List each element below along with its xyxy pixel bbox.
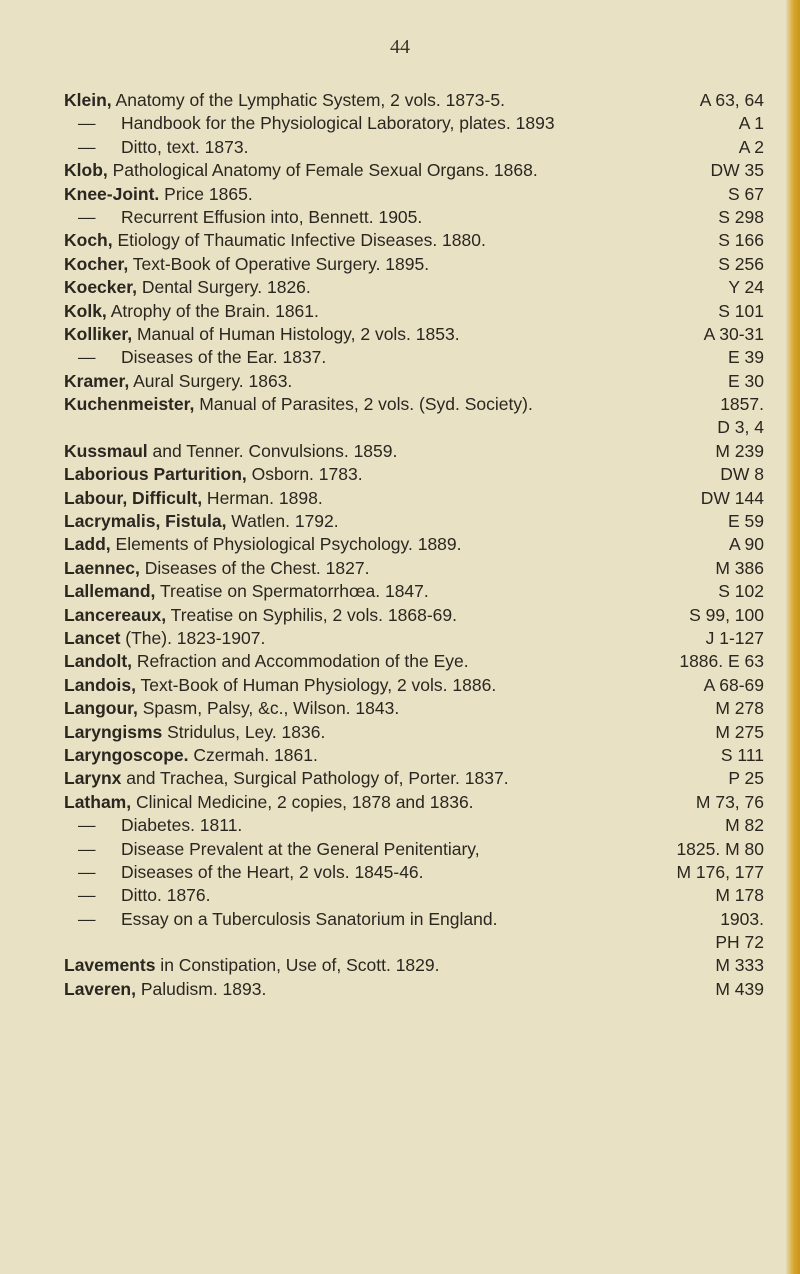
shelf-reference: PH 72 [715, 932, 764, 953]
index-entry [64, 767, 764, 790]
entry-text: Clinical Medicine, 2 copies, 1878 and 1836. [131, 791, 474, 812]
ditto-dash: — [78, 908, 96, 929]
index-entry [64, 346, 764, 369]
entry-title [64, 393, 533, 416]
index-entry [64, 978, 764, 1001]
entry-text: and Tenner. Convulsions. 1859. [147, 440, 398, 461]
index-entry [64, 533, 764, 556]
entry-text: Diseases of the Ear. 1837. [121, 347, 327, 368]
entry-heading: Kuchenmeister, [64, 394, 195, 415]
entry-text: Herman. 1898. [202, 487, 323, 508]
entry-text: Treatise on Syphilis, 2 vols. 1868-69. [166, 604, 457, 625]
entry-heading: Koecker, [64, 277, 137, 298]
entry-text: Osborn. 1783. [246, 464, 363, 485]
entry-heading: Laryngoscope. [64, 744, 189, 765]
ditto-dash: — [78, 113, 96, 134]
entry-title [64, 767, 509, 790]
entry-text: Etiology of Thaumatic Infective Diseases. 1880. [112, 230, 486, 251]
index-entry [64, 744, 764, 767]
entry-text: Anatomy of the Lymphatic System, 2 vols. 1873-5. [111, 90, 505, 110]
entry-title [64, 159, 538, 182]
index-entry [64, 814, 764, 837]
entry-text: Atrophy of the Brain. 1861. [106, 300, 319, 321]
entry-title [64, 721, 325, 744]
index-entry [64, 721, 764, 744]
index-entry [64, 229, 764, 252]
index-entry [64, 908, 764, 931]
entry-title [64, 510, 339, 533]
entry-text: Treatise on Spermatorrhœa. 1847. [155, 581, 429, 602]
shelf-reference: E 59 [728, 511, 764, 532]
entry-text: in Constipation, Use of, Scott. 1829. [155, 955, 440, 976]
index-entry [64, 580, 764, 603]
entry-text: Diabetes. 1811. [121, 815, 243, 836]
index-entry [64, 323, 764, 346]
shelf-reference: S 102 [718, 581, 764, 602]
index-entry [64, 416, 764, 439]
index-entry [64, 159, 764, 182]
shelf-reference: A 63, 64 [699, 90, 764, 110]
entry-text: Elements of Physiological Psychology. 1889. [110, 534, 462, 555]
entry-title [64, 697, 399, 720]
entry-title [78, 112, 555, 135]
entry-title [64, 557, 369, 580]
shelf-reference: DW 8 [720, 464, 764, 485]
entry-title [78, 136, 248, 159]
ditto-dash: — [78, 815, 96, 836]
entry-title [78, 861, 424, 884]
entry-heading: Lancereaux, [64, 604, 167, 625]
entry-title [78, 884, 211, 907]
shelf-reference: M 239 [715, 440, 764, 461]
entry-title [64, 604, 457, 627]
shelf-reference: Y 24 [728, 277, 764, 298]
index-entry [64, 884, 764, 907]
ditto-dash: — [78, 136, 96, 157]
entry-heading: Kramer, [64, 370, 130, 391]
entry-title [64, 183, 253, 206]
entry-text: Diseases of the Chest. 1827. [139, 557, 370, 578]
shelf-reference: M 176, 177 [676, 861, 764, 882]
entry-title [64, 276, 311, 299]
entry-heading: Laryngisms [64, 721, 163, 742]
entry-text: Recurrent Effusion into, Bennett. 1905. [121, 206, 423, 227]
entry-title [64, 791, 474, 814]
shelf-reference: M 333 [715, 955, 764, 976]
entry-text: Aural Surgery. 1863. [129, 370, 293, 391]
shelf-reference: A 68-69 [703, 674, 764, 695]
entry-text: and Trachea, Surgical Pathology of, Porter. 1837. [121, 768, 509, 789]
entry-heading: Lallemand, [64, 581, 156, 602]
index-entry [64, 954, 764, 977]
entry-heading: Larynx [64, 768, 122, 789]
index-entry [64, 253, 764, 276]
shelf-reference: M 386 [715, 557, 764, 578]
index-entry [64, 861, 764, 884]
entry-title [78, 346, 326, 369]
entry-text: Manual of Human Histology, 2 vols. 1853. [132, 323, 460, 344]
entry-text: Spasm, Palsy, &c., Wilson. 1843. [137, 698, 400, 719]
entry-heading: Koch, [64, 230, 113, 251]
entry-heading: Lavements [64, 955, 156, 976]
entry-heading: Laennec, [64, 557, 140, 578]
entry-title [64, 487, 323, 510]
shelf-reference: S 166 [718, 230, 764, 251]
entry-heading: Landolt, [64, 651, 133, 672]
entry-heading: Kocher, [64, 253, 129, 274]
entry-heading: Laborious Parturition, [64, 464, 247, 485]
entry-text: Dental Surgery. 1826. [136, 277, 311, 298]
entry-heading: Lancet [64, 627, 121, 648]
entry-title [64, 300, 319, 323]
entry-title [64, 89, 505, 112]
entry-text: Watlen. 1792. [226, 511, 339, 532]
entry-title [64, 580, 429, 603]
shelf-reference: S 256 [718, 253, 764, 274]
index-entry [64, 370, 764, 393]
entry-title [64, 674, 496, 697]
entry-text: Handbook for the Physiological Laboratory, plates. 1893 [121, 113, 555, 134]
index-entry [64, 276, 764, 299]
shelf-reference: A 2 [738, 136, 764, 157]
entry-title [64, 440, 397, 463]
entry-title [64, 978, 266, 1001]
index-list [64, 89, 764, 1001]
index-entry [64, 300, 764, 323]
entry-title [64, 533, 462, 556]
entry-title [78, 814, 242, 837]
index-entry [64, 183, 764, 206]
shelf-reference: S 101 [718, 300, 764, 321]
entry-title [64, 744, 318, 767]
entry-text: Pathological Anatomy of Female Sexual Organs. 1868. [107, 160, 538, 181]
shelf-reference: E 30 [728, 370, 764, 391]
entry-heading: Lacrymalis, Fistula, [64, 511, 227, 532]
index-entry [64, 931, 764, 954]
shelf-reference: M 275 [715, 721, 764, 742]
index-entry [64, 440, 764, 463]
entry-text: Essay on a Tuberculosis Sanatorium in England. [121, 908, 498, 929]
page-edge [786, 0, 800, 1274]
index-entry [64, 838, 764, 861]
shelf-reference: DW 144 [700, 487, 764, 508]
shelf-reference: 1825. M 80 [676, 838, 764, 859]
entry-title [64, 954, 440, 977]
shelf-reference: D 3, 4 [717, 417, 764, 438]
index-entry [64, 463, 764, 486]
entry-heading: Labour, Difficult, [64, 487, 203, 508]
entry-text: Ditto, text. 1873. [121, 136, 249, 157]
shelf-reference: A 30-31 [703, 323, 764, 344]
shelf-reference: J 1-127 [705, 627, 764, 648]
shelf-reference: S 67 [728, 183, 764, 204]
ditto-dash: — [78, 838, 96, 859]
index-entry [64, 557, 764, 580]
entry-title [64, 323, 460, 346]
shelf-reference: S 111 [720, 744, 764, 765]
index-entry [64, 89, 764, 112]
index-entry [64, 206, 764, 229]
ditto-dash: — [78, 885, 96, 906]
shelf-reference: DW 35 [710, 160, 764, 181]
entry-text: Czermah. 1861. [188, 744, 318, 765]
index-entry [64, 112, 764, 135]
ditto-dash: — [78, 347, 96, 368]
shelf-reference: A 90 [728, 534, 764, 555]
entry-heading: Kolk, [64, 300, 107, 321]
entry-heading: Landois, [64, 674, 136, 695]
shelf-reference: M 178 [715, 885, 764, 906]
index-entry [64, 674, 764, 697]
entry-text: Ditto. 1876. [121, 885, 211, 906]
shelf-reference: A 1 [738, 113, 764, 134]
entry-text: Paludism. 1893. [135, 978, 267, 999]
entry-title [64, 650, 469, 673]
shelf-reference: M 278 [715, 698, 764, 719]
entry-title [64, 253, 429, 276]
entry-text: Diseases of the Heart, 2 vols. 1845-46. [121, 861, 424, 882]
entry-text: (The). 1823-1907. [120, 627, 266, 648]
entry-heading: Langour, [64, 698, 138, 719]
entry-title [64, 229, 486, 252]
index-entry [64, 136, 764, 159]
entry-title [64, 463, 363, 486]
ditto-dash: — [78, 206, 96, 227]
entry-heading: Klein, [64, 90, 112, 110]
index-entry [64, 627, 764, 650]
shelf-reference: M 73, 76 [695, 791, 764, 812]
entry-text: Manual of Parasites, 2 vols. (Syd. Society). [194, 394, 533, 415]
entry-title [78, 206, 422, 229]
entry-heading: Kussmaul [64, 440, 148, 461]
index-entry [64, 650, 764, 673]
index-entry [64, 604, 764, 627]
index-entry [64, 510, 764, 533]
shelf-reference: M 439 [715, 978, 764, 999]
shelf-reference: 1857. [720, 394, 764, 415]
entry-heading: Laveren, [64, 978, 136, 999]
shelf-reference: 1903. [720, 908, 764, 929]
entry-title [64, 370, 292, 393]
page-number: 44 [390, 36, 410, 58]
index-entry [64, 487, 764, 510]
shelf-reference: 1886. E 63 [679, 651, 764, 672]
shelf-reference: S 99, 100 [689, 604, 764, 625]
index-entry [64, 697, 764, 720]
entry-heading: Klob, [64, 160, 108, 181]
entry-text: Disease Prevalent at the General Penitentiary, [121, 838, 480, 859]
entry-text: Price 1865. [159, 183, 253, 204]
entry-title [64, 627, 265, 650]
entry-heading: Latham, [64, 791, 132, 812]
shelf-reference: M 82 [725, 815, 764, 836]
index-entry [64, 393, 764, 416]
entry-text: Text-Book of Operative Surgery. 1895. [128, 253, 430, 274]
entry-heading: Knee-Joint. [64, 183, 160, 204]
entry-text: Text-Book of Human Physiology, 2 vols. 1886. [135, 674, 497, 695]
shelf-reference: E 39 [728, 347, 764, 368]
shelf-reference: S 298 [718, 206, 764, 227]
entry-text: Refraction and Accommodation of the Eye. [132, 651, 469, 672]
entry-title [78, 838, 480, 861]
entry-heading: Ladd, [64, 534, 111, 555]
ditto-dash: — [78, 861, 96, 882]
entry-heading: Kolliker, [64, 323, 133, 344]
shelf-reference: P 25 [728, 768, 764, 789]
entry-text: Stridulus, Ley. 1836. [162, 721, 326, 742]
index-entry [64, 791, 764, 814]
entry-title [78, 908, 497, 931]
